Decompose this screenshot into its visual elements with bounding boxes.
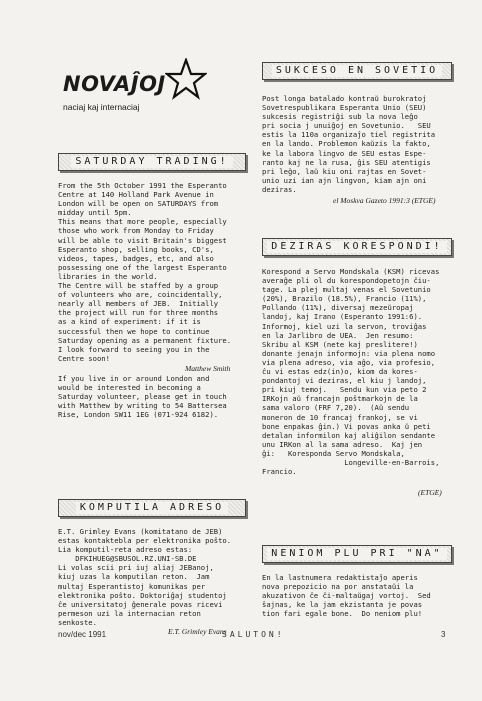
neniom-heading-box bbox=[262, 545, 452, 563]
footer-page-number: 3 bbox=[441, 630, 446, 639]
sukceso-heading-box bbox=[262, 62, 452, 80]
neniom-heading: NENIOM PLU PRI "NA" bbox=[267, 548, 446, 560]
footer-date: nov/dec 1991 bbox=[58, 630, 107, 639]
masthead-title: NOVAĴOJ bbox=[63, 72, 166, 96]
komputila-signature: E.T. Grimley Evans bbox=[168, 627, 227, 636]
footer-title: SALUTON! bbox=[222, 630, 285, 639]
sukceso-signature: el Moskva Gazeto 1991:3 (ETGE) bbox=[333, 196, 436, 205]
saturday-body: From the 5th October 1991 the Esperanto Centre at 140 Holland Park Avenue in London will be open on SATURDAYS from midday until 5pm. This means that more people, especially those who work from Monday to Friday will be able to visit Britain's biggest Esperanto shop, selling books, CD's, videos, tapes, badges, etc, and also possessing one of the largest Esperanto libraries in the world. The Centre will be staffed by a group of volunteers who are, coincidentally, nearly all members of JEB. Initially the project will run for three months as a kind of experiment: if it is successful then we hope to continue Saturday opening as a permanent fixture. I look forward to seeing you in the Centre soon! bbox=[58, 181, 232, 363]
saturday-heading-box bbox=[58, 153, 246, 171]
sukceso-body: Post longa batalado kontraŭ burokratoj Sovetrespublikara Esperanta Unio (SEU) sukcesis registriĝi sub la nova leĝo pri socia j unuiĝoj en Sovetunio. SEU estis la 110a organizaĵo tiel registrita en la lando. Problemon kaŭzis la fakto, ke la labora lingvo de SEU estas Espe- ranto kaj ne la rusa, ĝis SEU atentigis pri leĝo, laŭ kiu oni rajtas en Sovet- unio uzi ian ajn lingvon, kiam ajn oni deziras. bbox=[262, 94, 436, 194]
sukceso-heading: SUKCESO EN SOVETIO bbox=[272, 65, 442, 77]
komputila-heading-box bbox=[58, 499, 246, 517]
saturday-body-2: If you live in or around London and would be interested in becoming a Saturday volunteer, please get in touch with Matthew by writing to 54 Battersea Rise, London SW11 1EG (071-924 6182). bbox=[58, 374, 227, 420]
saturday-heading: SATURDAY TRADING! bbox=[71, 156, 232, 168]
komputila-body: E.T. Grimley Evans (komitatano de JEB) estas kontaktebla per elektronika poŝto. Lia komputil-reta adreso estas: DFKIHUEG@SBUSOL.RZ.UNI-SB.DE Li volas scii pri iuj aliaj JEBanoj, kiuj uzas la komputilan reton. Jam multaj Esperantistoj komunikas per elektronika poŝto. Doktoriĝaj studentoj ĉe universitatoj ĝenerale povas ricevi permeson uzi la internacian reton senkoste. bbox=[58, 527, 232, 627]
masthead-tagline: naciaj kaj internaciaj bbox=[63, 102, 140, 112]
komputila-heading: KOMPUTILA ADRESO bbox=[76, 502, 228, 514]
star-icon bbox=[165, 58, 207, 100]
deziras-heading: DEZIRAS KORESPONDI! bbox=[267, 241, 446, 253]
deziras-body: Korespond a Servo Mondskala (KSM) ricevas averaĝe pli ol du korespondopetojn ĉiu- tage. La plej multaj venas el Sovetunio (20%), Brazilo (18.5%), Francio (11%), Pollando (11%), diversaj mezeŭropaj landoj, kaj Irano (Esperanto 1991:6). Informoj, kiel uzi la servon, troviĝas en la Jarlibro de UEA. Jen resumo: Skribu al KSM (nete kaj preslitere!) donante jenajn informojn: via plena nomo via plena adreso, via aĝo, via profesio, ĉu vi estas edz(in)o, kiom da kores- pondantoj vi deziras, el kiu j landoj, pri kiuj temoj. Sendu kun via peto 2 IRKojn aŭ francajn poŝtmarkojn de la sama valoro (FRF 7,20). (Aŭ sendu moneron de 10 francaj frankoj, se vi bone enpakas ĝin.) Vi povas anka ŭ peti detalan informilon kaj aliĝilon sendante unu IRKon al la sama adreso. Kaj jen ĝi: Koresponda Servo Mondskala, Longeville-en-Barrois, Francio. bbox=[262, 267, 440, 477]
saturday-signature: Matthew Smith bbox=[185, 364, 231, 373]
neniom-body: En la lastnumera redaktistaĵo aperis nova prepozicio na por anstataŭi la akuzativon ĉe ĉi-maltaŭgaj vortoj. Sed ŝajnas, ke la jam ekzistanta je povas tion fari egale bone. Do neniom plu! bbox=[262, 573, 431, 619]
deziras-heading-box bbox=[262, 238, 452, 256]
masthead bbox=[57, 58, 247, 120]
deziras-signature: (ETGE) bbox=[418, 488, 442, 497]
